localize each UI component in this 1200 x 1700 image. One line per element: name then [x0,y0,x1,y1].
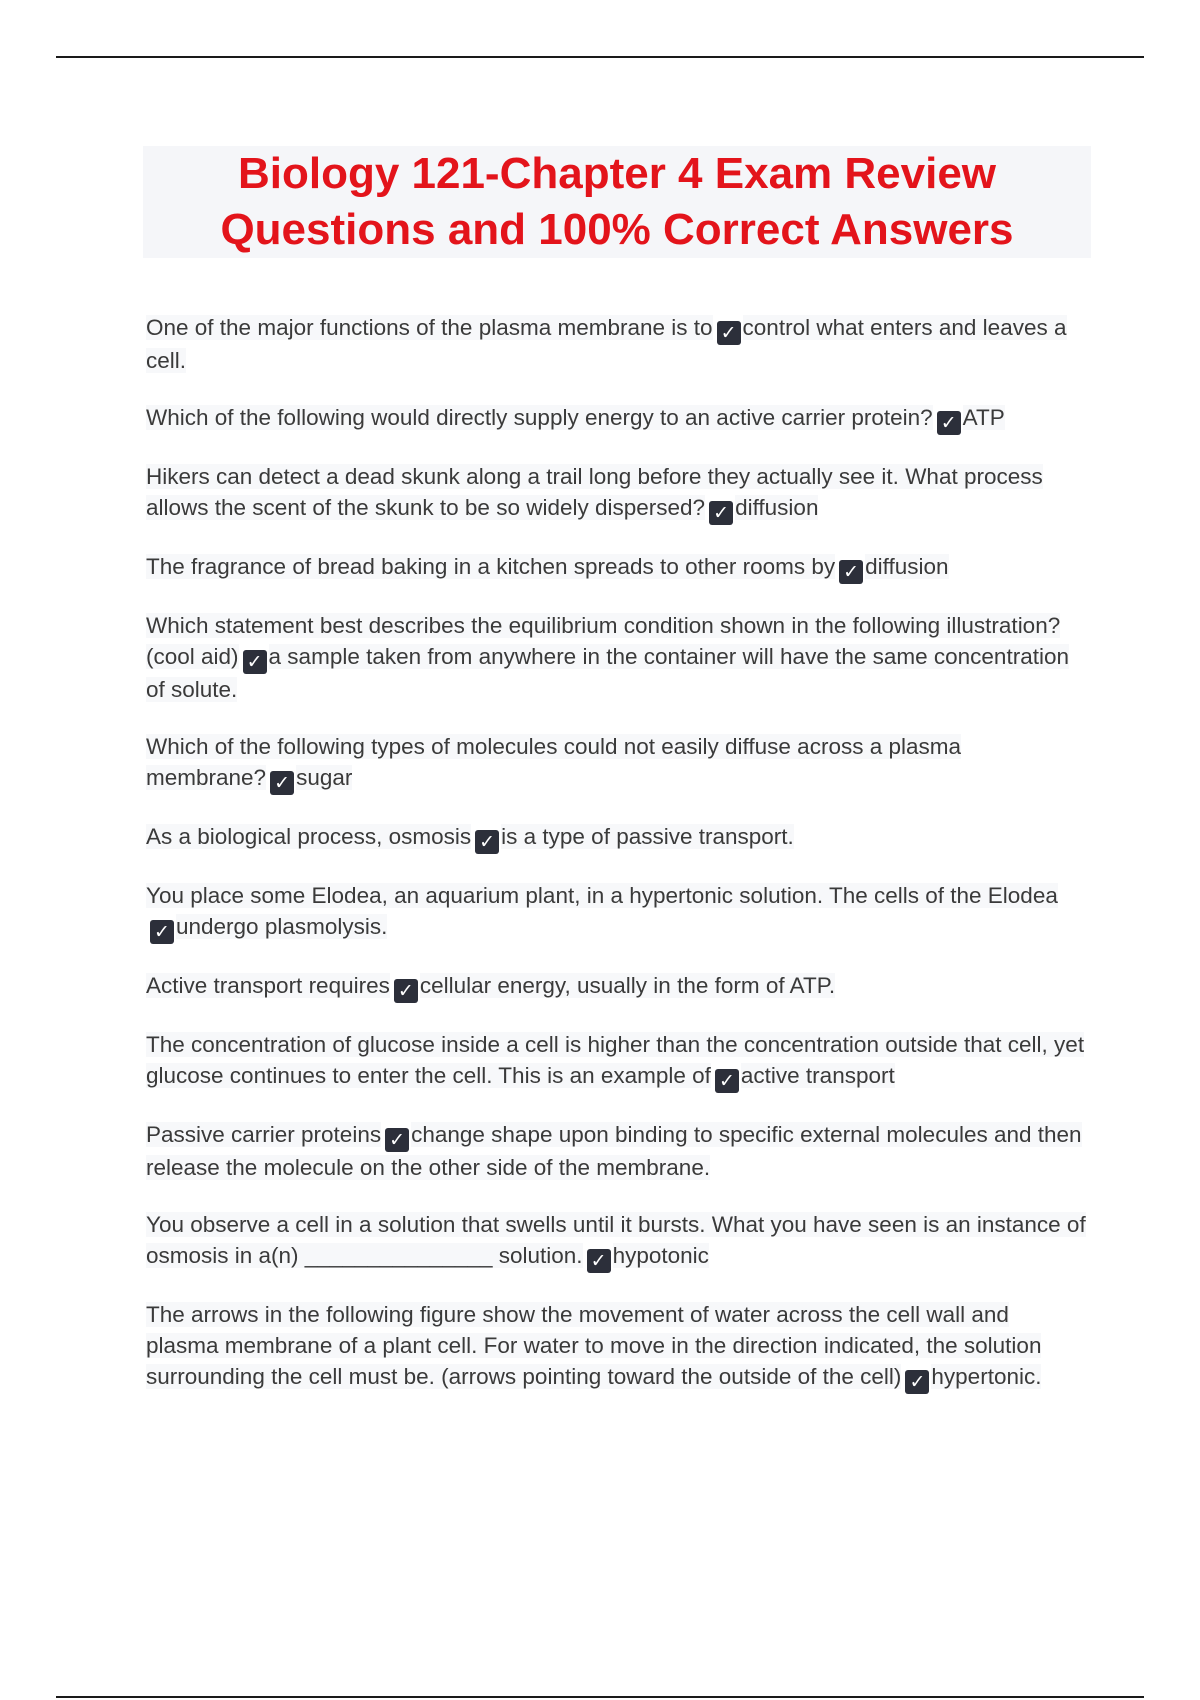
qa-item [146,1119,1086,1183]
question-text: Which of the following types of molecules could not easily diffuse across a plasma membrane? [146,734,961,790]
checkmark-icon: ✓ [715,1069,739,1093]
title-line-1: Biology 121-Chapter 4 Exam Review [237,149,997,198]
checkmark-icon: ✓ [150,920,174,944]
question-text: The fragrance of bread baking in a kitchen spreads to other rooms by [146,554,836,579]
checkmark-icon: ✓ [475,830,499,854]
question-text: Passive carrier proteins [146,1122,382,1147]
checkmark-icon: ✓ [270,771,294,795]
title-line-2: Questions and 100% Correct Answers [220,205,1014,254]
answer-text: control what enters and leaves a cell. [146,315,1067,373]
qa-item [146,821,1086,854]
answer-text: change shape upon binding to specific external molecules and then release the molecule on the other side of the membrane. [146,1122,1082,1180]
checkmark-icon: ✓ [839,560,863,584]
qa-item [146,461,1086,525]
answer-text: sugar [296,765,353,790]
checkmark-icon: ✓ [717,321,741,345]
qa-item [146,1299,1086,1394]
qa-item [146,610,1086,705]
checkmark-icon: ✓ [587,1249,611,1273]
question-text: Which of the following would directly supply energy to an active carrier protein? [146,405,933,430]
qa-item [146,402,1086,435]
qa-item [146,731,1086,795]
qa-item [146,551,1086,584]
checkmark-icon: ✓ [937,411,961,435]
qa-list [146,312,1086,1394]
answer-text: hypertonic. [931,1364,1042,1389]
question-text: You place some Elodea, an aquarium plant, in a hypertonic solution. The cells of the Elodea [146,883,1058,908]
question-text: One of the major functions of the plasma membrane is to [146,315,713,340]
question-text: As a biological process, osmosis [146,824,472,849]
header-rule [56,56,1144,58]
answer-text: active transport [740,1063,895,1088]
answer-text: is a type of passive transport. [501,824,794,849]
qa-item [146,880,1086,944]
footer-rule [56,1696,1144,1698]
answer-text: diffusion [865,554,949,579]
checkmark-icon: ✓ [394,979,418,1003]
document-title [143,146,1091,258]
checkmark-icon: ✓ [709,501,733,525]
answer-text: hypotonic [612,1243,709,1268]
checkmark-icon: ✓ [905,1370,929,1394]
qa-item [146,1209,1086,1273]
question-text: Hikers can detect a dead skunk along a trail long before they actually see it. What process allows the scent of the skunk to be so widely dispersed? [146,464,1043,520]
qa-item [146,970,1086,1003]
question-text: The arrows in the following figure show the movement of water across the cell wall and plasma membrane of a plant cell. For water to move in the direction indicated, the solution surrounding the cell must be. (arrows pointing toward the outside of the cell) [146,1302,1042,1389]
question-text: The concentration of glucose inside a cell is higher than the concentration outside that cell, yet glucose continues to enter the cell. This is an example of [146,1032,1085,1088]
qa-item [146,312,1086,376]
answer-text: cellular energy, usually in the form of ATP. [419,973,836,998]
question-text: Active transport requires [146,973,390,998]
checkmark-icon: ✓ [385,1128,409,1152]
qa-item [146,1029,1086,1093]
answer-text: ATP [962,405,1005,430]
question-text: You observe a cell in a solution that swells until it bursts. What you have seen is an instance of osmosis in a(n) _______________ solution. [146,1212,1086,1268]
checkmark-icon: ✓ [243,650,267,674]
answer-text: diffusion [735,495,819,520]
answer-text: a sample taken from anywhere in the container will have the same concentration of solute. [146,644,1069,702]
question-text: Which statement best describes the equilibrium condition shown in the following illustration? (cool aid) [146,613,1061,669]
answer-text: undergo plasmolysis. [176,914,388,939]
